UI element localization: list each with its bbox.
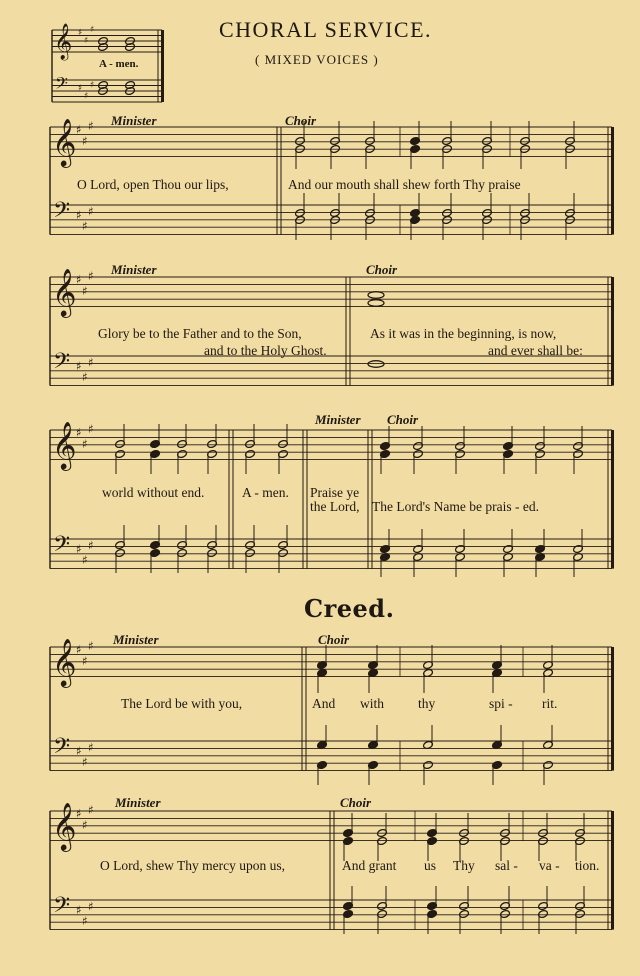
final-barline [611, 127, 614, 235]
sharp-icon: ♯ [76, 359, 82, 374]
minister-label: Minister [113, 632, 159, 647]
lyric-line: sal - [495, 858, 518, 873]
lyric-line: And [312, 696, 336, 711]
sharp-icon: ♯ [88, 740, 94, 755]
lyric-line: Thy [453, 858, 475, 873]
bass-clef-icon: 𝄢 [53, 531, 71, 563]
choir-label: Choir [318, 632, 350, 647]
sharp-icon: ♯ [76, 208, 82, 223]
sharp-icon: ♯ [84, 36, 89, 47]
lyric-line: the Lord, [310, 499, 360, 514]
sharp-icon: ♯ [88, 899, 94, 914]
final-barline [611, 811, 614, 930]
treble-clef-icon: 𝄞 [52, 801, 77, 850]
minister-label: Minister [115, 795, 161, 810]
sharp-icon: ♯ [84, 91, 89, 102]
lyric-line: As it was in the beginning, is now, [370, 326, 557, 341]
lyric-line: Praise ye [310, 485, 360, 500]
lyric-line: The Lord be with you, [121, 696, 243, 711]
choir-label: Choir [387, 412, 419, 427]
lyric-line: us [424, 858, 437, 873]
lyric-line: O Lord, open Thou our lips, [77, 177, 229, 192]
treble-clef-icon: 𝄞 [52, 117, 77, 166]
sharp-icon: ♯ [88, 118, 94, 133]
lyric-line: Glory be to the Father and to the Son, [98, 326, 302, 341]
choir-label: Choir [366, 262, 398, 277]
sharp-icon: ♯ [90, 25, 95, 36]
breve-note [368, 361, 384, 368]
breve-note [368, 292, 384, 299]
sharp-icon: ♯ [76, 642, 82, 657]
lyric-line: The Lord's Name be prais - ed. [372, 499, 539, 514]
page-title: CHORAL SERVICE. [219, 17, 433, 42]
bass-clef-icon: 𝄢 [53, 733, 71, 765]
sharp-icon: ♯ [76, 122, 82, 137]
final-barline [611, 430, 614, 569]
sharp-icon: ♯ [78, 27, 83, 38]
sharp-icon: ♯ [82, 914, 88, 929]
sharp-icon: ♯ [82, 755, 88, 770]
lyric-line: O Lord, shew Thy mercy upon us, [100, 858, 285, 873]
page-subtitle: ( MIXED VOICES ) [255, 52, 379, 67]
breve-note [368, 300, 384, 307]
final-barline [161, 30, 164, 102]
treble-clef-icon: 𝄞 [54, 23, 73, 60]
sharp-icon: ♯ [88, 268, 94, 283]
final-barline [611, 647, 614, 771]
sharp-icon: ♯ [82, 283, 88, 298]
lyric-line: And grant [342, 858, 397, 873]
lyric-line: and ever shall be: [488, 343, 583, 358]
sharp-icon: ♯ [82, 370, 88, 385]
sharp-icon: ♯ [76, 542, 82, 557]
sharp-icon: ♯ [82, 817, 88, 832]
lyric-line: tion. [575, 858, 600, 873]
minister-label: Minister [111, 262, 157, 277]
sharp-icon: ♯ [82, 133, 88, 148]
lyric-line: va - [539, 858, 560, 873]
final-barline [611, 277, 614, 386]
sharp-icon: ♯ [88, 355, 94, 370]
sharp-icon: ♯ [90, 80, 95, 91]
sharp-icon: ♯ [76, 806, 82, 821]
amen-lyric: A - men. [99, 58, 139, 70]
choir-label: Choir [285, 113, 317, 128]
bass-clef-icon: 𝄢 [53, 348, 71, 380]
lyric-line: world without end. [102, 485, 205, 500]
treble-clef-icon: 𝄞 [52, 420, 77, 469]
minister-label: Minister [315, 412, 361, 427]
sharp-icon: ♯ [88, 638, 94, 653]
treble-clef-icon: 𝄞 [52, 637, 77, 686]
lyric-line: and to the Holy Ghost. [204, 343, 327, 358]
choir-label: Choir [340, 795, 372, 810]
sharp-icon: ♯ [82, 436, 88, 451]
bass-clef-icon: 𝄢 [53, 892, 71, 924]
sharp-icon: ♯ [76, 272, 82, 287]
lyric-line: thy [418, 696, 436, 711]
lyric-line: with [360, 696, 385, 711]
sharp-icon: ♯ [88, 802, 94, 817]
bass-clef-icon: 𝄢 [53, 197, 71, 229]
lyric-line: A - men. [242, 485, 289, 500]
minister-label: Minister [111, 113, 157, 128]
sharp-icon: ♯ [78, 83, 83, 94]
bass-clef-icon: 𝄢 [55, 74, 68, 98]
sharp-icon: ♯ [88, 204, 94, 219]
sharp-icon: ♯ [88, 538, 94, 553]
section-heading-creed: Creed. [304, 594, 395, 623]
sharp-icon: ♯ [82, 653, 88, 668]
sharp-icon: ♯ [76, 425, 82, 440]
sharp-icon: ♯ [82, 553, 88, 568]
lyric-line: rit. [542, 696, 558, 711]
lyric-line: And our mouth shall shew forth Thy praise [288, 177, 521, 192]
sharp-icon: ♯ [88, 421, 94, 436]
sharp-icon: ♯ [76, 903, 82, 918]
sharp-icon: ♯ [76, 744, 82, 759]
sharp-icon: ♯ [82, 219, 88, 234]
lyric-line: spi - [489, 696, 513, 711]
treble-clef-icon: 𝄞 [52, 267, 77, 316]
